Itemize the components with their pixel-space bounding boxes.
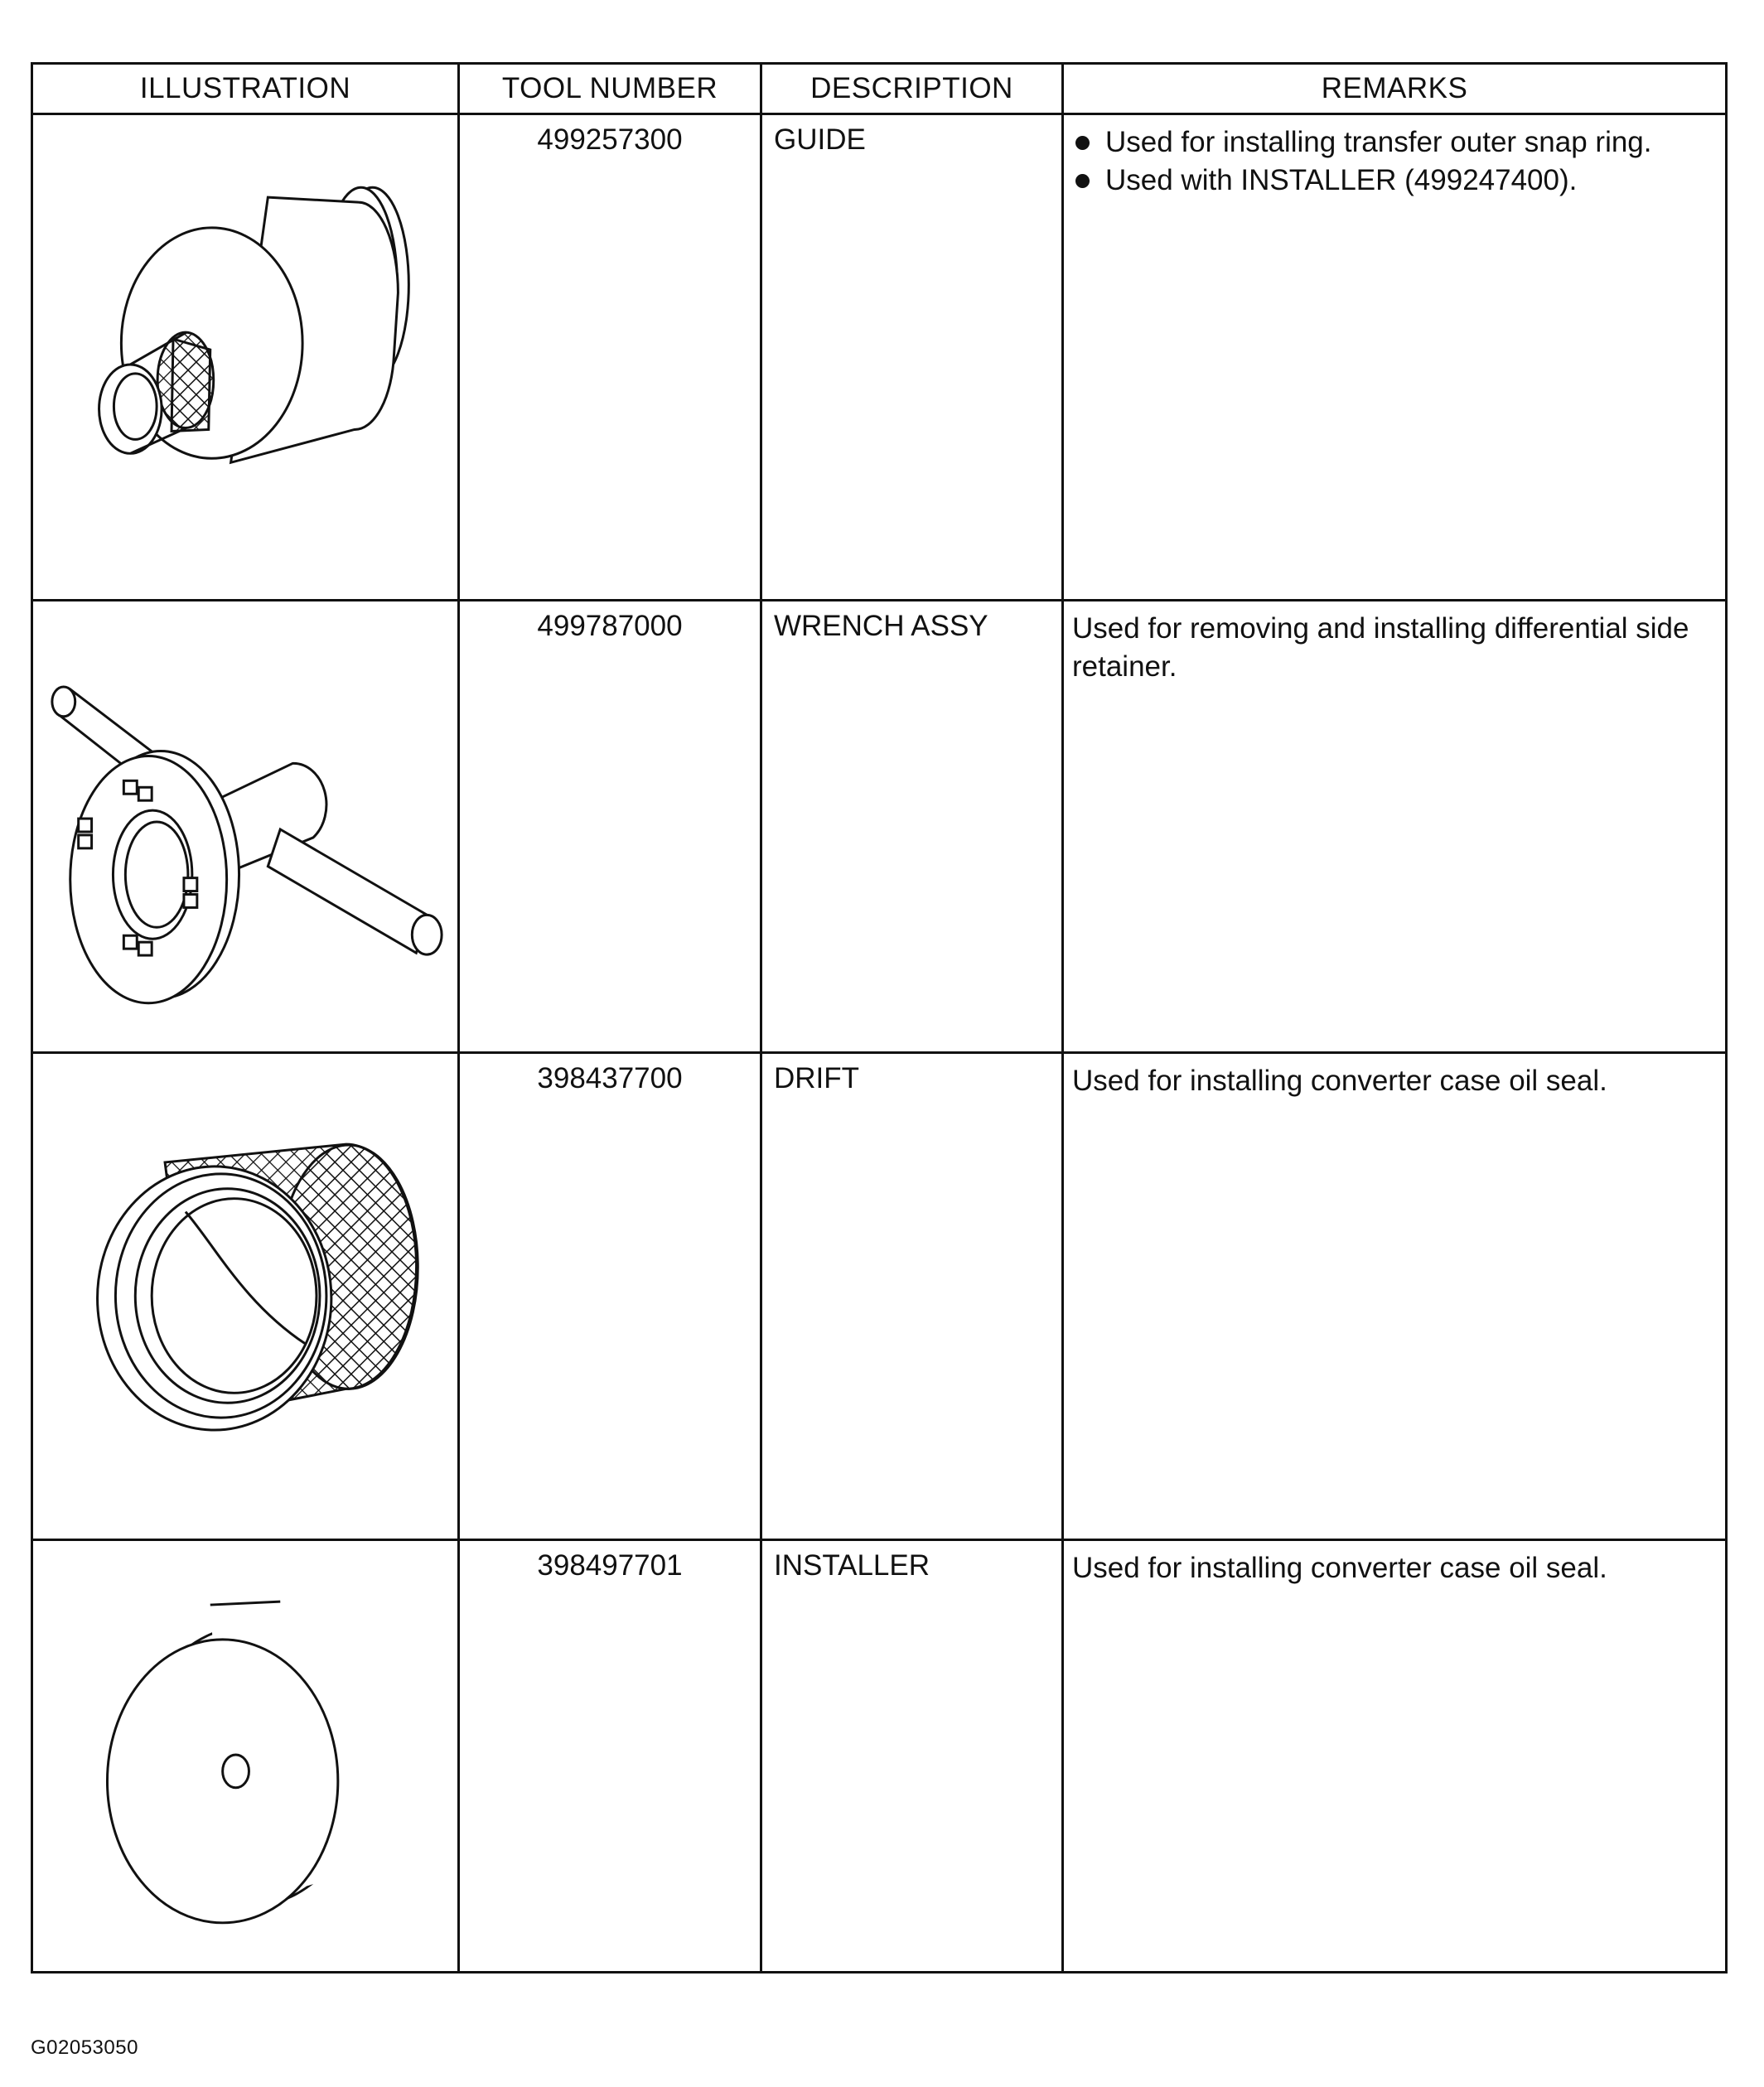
- illustration-cell: [32, 1540, 459, 1973]
- table-row: [32, 1053, 1727, 1540]
- guide-tool-icon: [33, 115, 457, 599]
- special-tools-sheet: [31, 62, 1725, 1973]
- tool-description: GUIDE: [761, 114, 1063, 601]
- illustration-cell: [32, 601, 459, 1053]
- drift-tool-icon: [33, 1054, 457, 1539]
- tool-remarks: Used for removing and installing differential side retainer.: [1063, 601, 1727, 1053]
- header-illustration: ILLUSTRATION: [32, 64, 459, 114]
- special-tools-table: [31, 62, 1728, 1973]
- header-description: DESCRIPTION: [761, 64, 1063, 114]
- tool-description: INSTALLER: [761, 1540, 1063, 1973]
- table-row: [32, 1540, 1727, 1973]
- tool-remarks: Used for installing converter case oil seal.: [1063, 1053, 1727, 1540]
- header-remarks: REMARKS: [1063, 64, 1727, 114]
- installer-tool-icon: [33, 1541, 457, 1971]
- tool-number: 398497701: [459, 1540, 761, 1973]
- tool-description: DRIFT: [761, 1053, 1063, 1540]
- remarks-item: Used with INSTALLER (499247400).: [1072, 162, 1720, 200]
- table-row: [32, 114, 1727, 601]
- table-header-row: [32, 64, 1727, 114]
- remarks-list: [1072, 123, 1720, 200]
- tool-number: 499787000: [459, 601, 761, 1053]
- tool-remarks: [1063, 114, 1727, 601]
- tool-number: 398437700: [459, 1053, 761, 1540]
- illustration-cell: [32, 114, 459, 601]
- remarks-item: Used for installing transfer outer snap ring.: [1072, 123, 1720, 162]
- tool-number: 499257300: [459, 114, 761, 601]
- tool-description: WRENCH ASSY: [761, 601, 1063, 1053]
- wrench-assy-tool-icon: [33, 601, 457, 1051]
- tool-remarks: Used for installing converter case oil seal.: [1063, 1540, 1727, 1973]
- table-row: [32, 601, 1727, 1053]
- header-tool-number: TOOL NUMBER: [459, 64, 761, 114]
- figure-code: G02053050: [31, 2036, 138, 2059]
- illustration-cell: [32, 1053, 459, 1540]
